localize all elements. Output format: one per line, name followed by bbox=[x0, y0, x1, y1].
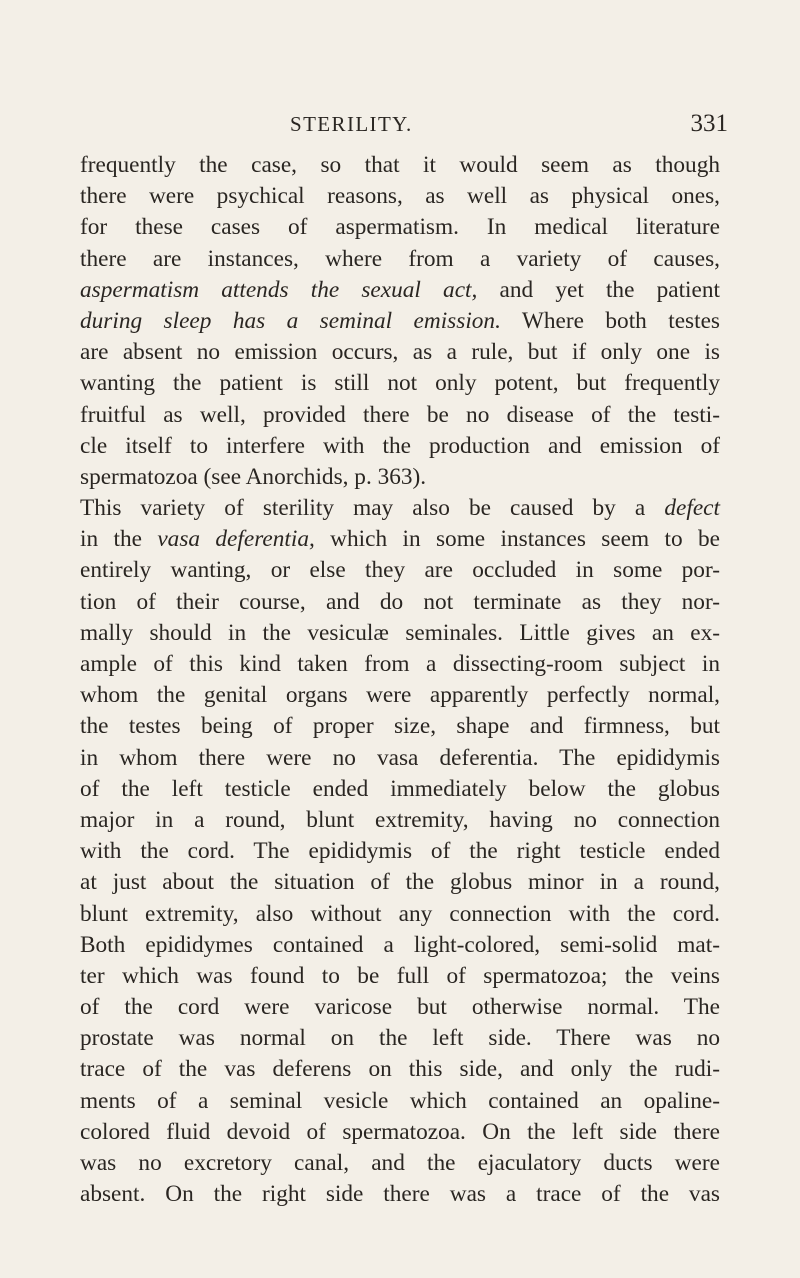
text-run: spermatozoa (see Anorchids, p. 363). bbox=[80, 463, 427, 490]
text-line bbox=[80, 1054, 720, 1085]
text-line bbox=[80, 212, 720, 243]
italic-text: aspermatism attends the sexual act, bbox=[80, 276, 478, 303]
text-line bbox=[80, 899, 720, 930]
text-run: and yet the patient bbox=[477, 276, 720, 303]
text-run: are absent no emission occurs, as a rule, but if only one is bbox=[80, 339, 720, 366]
text-run: fruitful as well, provided there be no disease of the testi- bbox=[80, 401, 720, 428]
text-line bbox=[80, 618, 720, 649]
text-run: prostate was normal on the left side. There was no bbox=[80, 1025, 720, 1052]
body-text bbox=[80, 150, 720, 1210]
text-run: colored fluid devoid of spermatozoa. On the left side there bbox=[80, 1118, 720, 1145]
text-run: there are instances, where from a variety of causes, bbox=[80, 245, 720, 272]
text-run: Both epididymes contained a light-colored, semi-solid mat- bbox=[80, 931, 720, 958]
text-run: cle itself to interfere with the production and emission of bbox=[80, 432, 720, 459]
text-line bbox=[80, 805, 720, 836]
text-line bbox=[80, 992, 720, 1023]
text-run: which in some instances seem to be bbox=[314, 526, 721, 553]
text-line bbox=[80, 649, 720, 680]
text-run: absent. On the right side there was a trace of the vas bbox=[80, 1181, 720, 1208]
page-number: 331 bbox=[690, 110, 728, 137]
text-run: trace of the vas deferens on this side, and only the rudi- bbox=[80, 1056, 720, 1083]
text-run: entirely wanting, or else they are occluded in some por- bbox=[80, 557, 720, 584]
text-line bbox=[80, 680, 720, 711]
text-line bbox=[80, 150, 720, 181]
text-line bbox=[80, 555, 720, 586]
italic-text: during sleep has a seminal emission. bbox=[80, 307, 501, 334]
text-line bbox=[80, 337, 720, 368]
text-run: Where both testes bbox=[500, 307, 720, 334]
text-line bbox=[80, 867, 720, 898]
text-run: in the bbox=[80, 526, 158, 553]
text-line bbox=[80, 836, 720, 867]
text-run: tion of their course, and do not terminate as they nor- bbox=[80, 588, 720, 615]
running-title: STERILITY. bbox=[290, 112, 413, 136]
text-line bbox=[80, 493, 720, 524]
text-line bbox=[80, 368, 720, 399]
italic-text: vasa deferentia, bbox=[157, 526, 315, 553]
text-line bbox=[80, 524, 720, 555]
text-run: of the left testicle ended immediately below the globus bbox=[80, 775, 720, 802]
text-line bbox=[80, 400, 720, 431]
text-line bbox=[80, 306, 720, 337]
text-line bbox=[80, 275, 720, 306]
italic-text: defect bbox=[664, 495, 720, 522]
text-run: at just about the situation of the globus minor in a round, bbox=[80, 869, 720, 896]
text-run: with the cord. The epididymis of the right testicle ended bbox=[80, 838, 720, 865]
text-line bbox=[80, 711, 720, 742]
text-line bbox=[80, 1117, 720, 1148]
text-run: major in a round, blunt extremity, having no connection bbox=[80, 806, 720, 833]
text-line bbox=[80, 743, 720, 774]
text-run: there were psychical reasons, as well as physical ones, bbox=[80, 183, 720, 210]
text-line bbox=[80, 930, 720, 961]
text-run: was no excretory canal, and the ejaculatory ducts were bbox=[80, 1150, 720, 1176]
text-run: whom the genital organs were apparently perfectly normal, bbox=[80, 682, 720, 709]
text-run: wanting the patient is still not only potent, but frequently bbox=[80, 370, 720, 397]
text-line bbox=[80, 1086, 720, 1117]
text-line bbox=[80, 1179, 720, 1210]
text-line bbox=[80, 244, 720, 275]
text-line bbox=[80, 431, 720, 462]
running-header bbox=[70, 110, 730, 142]
text-line bbox=[80, 961, 720, 992]
text-run: ter which was found to be full of spermatozoa; the veins bbox=[80, 962, 720, 989]
text-run: for these cases of aspermatism. In medical literature bbox=[80, 214, 720, 241]
text-run: of the cord were varicose but otherwise normal. The bbox=[80, 994, 720, 1021]
text-run: mally should in the vesiculæ seminales. Little gives an ex- bbox=[80, 619, 720, 646]
text-line bbox=[80, 587, 720, 618]
text-line bbox=[80, 1023, 720, 1054]
text-run: frequently the case, so that it would seem as though bbox=[80, 152, 720, 178]
text-line bbox=[80, 1148, 720, 1179]
text-line bbox=[80, 462, 720, 493]
text-run: ample of this kind taken from a dissecting-room subject in bbox=[80, 651, 720, 677]
text-run: ments of a seminal vesicle which contained an opaline- bbox=[80, 1087, 720, 1114]
text-line bbox=[80, 181, 720, 212]
text-run: in whom there were no vasa deferentia. The epididymis bbox=[80, 744, 720, 771]
text-line bbox=[80, 774, 720, 805]
text-run: This variety of sterility may also be caused by a bbox=[80, 495, 665, 522]
text-run: blunt extremity, also without any connection with the cord. bbox=[80, 900, 720, 927]
text-run: the testes being of proper size, shape and firmness, but bbox=[80, 713, 720, 740]
